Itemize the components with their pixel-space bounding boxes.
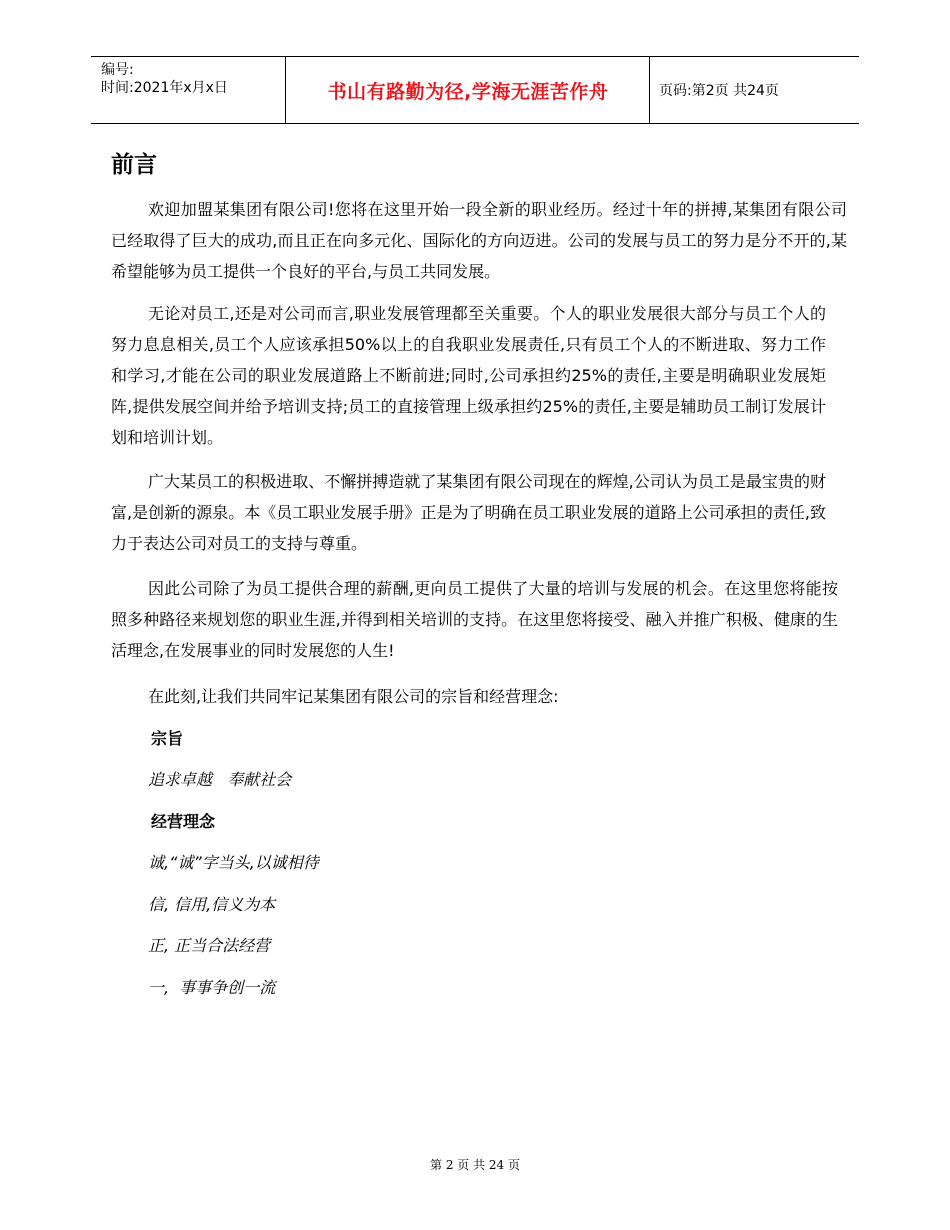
header-number-label: 编号: [101,62,134,78]
page-title: 前言 [111,152,157,178]
purpose-heading: 宗旨 [151,729,184,748]
page-header [91,56,859,124]
paragraph-3: 广大某员工的积极进取、不懈拼搏造就了某集团有限公司现在的辉煌,公司认为员工是最宝贵的财富,是创新的源泉。本《员工职业发展手册》正是为了明确在员工职业发展的道路上公司承担的责任,致力于表达公司对员工的支持与尊重。 [111,472,826,553]
paragraph-4: 因此公司除了为员工提供合理的薪酬,更向员工提供了大量的培训与发展的机会。在这里您将能按照多种路径来规划您的职业生涯,并得到相关培训的支持。在这里您将接受、融入并推广积极、健康的生活理念,在发展事业的同时发展您的人生! [111,579,838,660]
philosophy-item: 信, 信用,信义为本 [148,895,276,914]
header-motto: 书山有路勤为径,学海无涯苦作舟 [327,81,609,103]
paragraph-1: 欢迎加盟某集团有限公司!您将在这里开始一段全新的职业经历。经过十年的拼搏,某集团有限公司已经取得了巨大的成功,而且正在向多元化、国际化的方向迈进。公司的发展与员工的努力是分不开的,某希望能够为员工提供一个良好的平台,与员工共同发展。 [111,200,847,281]
philosophy-item: 诚,“诚”字当头,以诚相待 [148,853,319,872]
purpose-text: 追求卓越 奉献社会 [148,770,292,789]
philosophy-item: 正, 正当合法经营 [148,936,271,955]
page-footer: 第 2 页 共 24 页 [430,1158,520,1172]
header-meta [101,61,228,97]
intro-line: 在此刻,让我们共同牢记某集团有限公司的宗旨和经营理念: [148,687,559,706]
header-divider [285,57,286,123]
paragraph-2: 无论对员工,还是对公司而言,职业发展管理都至关重要。个人的职业发展很大部分与员工个人的努力息息相关,员工个人应该承担50%以上的自我职业发展责任,只有员工个人的不断进取、努力工作和学习,才能在公司的职业发展道路上不断前进;同时,公司承担约25%的责任,主要是明确职业发展矩阵,提供发展空间并给予培训支持;员工的直接管理上级承担约25%的责任,主要是辅助员工制订发展计划和培训计划。 [111,304,826,447]
header-divider [649,57,650,123]
philosophy-item: 一, 事事争创一流 [148,978,276,997]
header-page-info: 页码:第2页 共24页 [659,83,779,99]
header-time-label: 时间:2021年x月x日 [101,80,228,96]
philosophy-heading: 经营理念 [151,812,216,831]
